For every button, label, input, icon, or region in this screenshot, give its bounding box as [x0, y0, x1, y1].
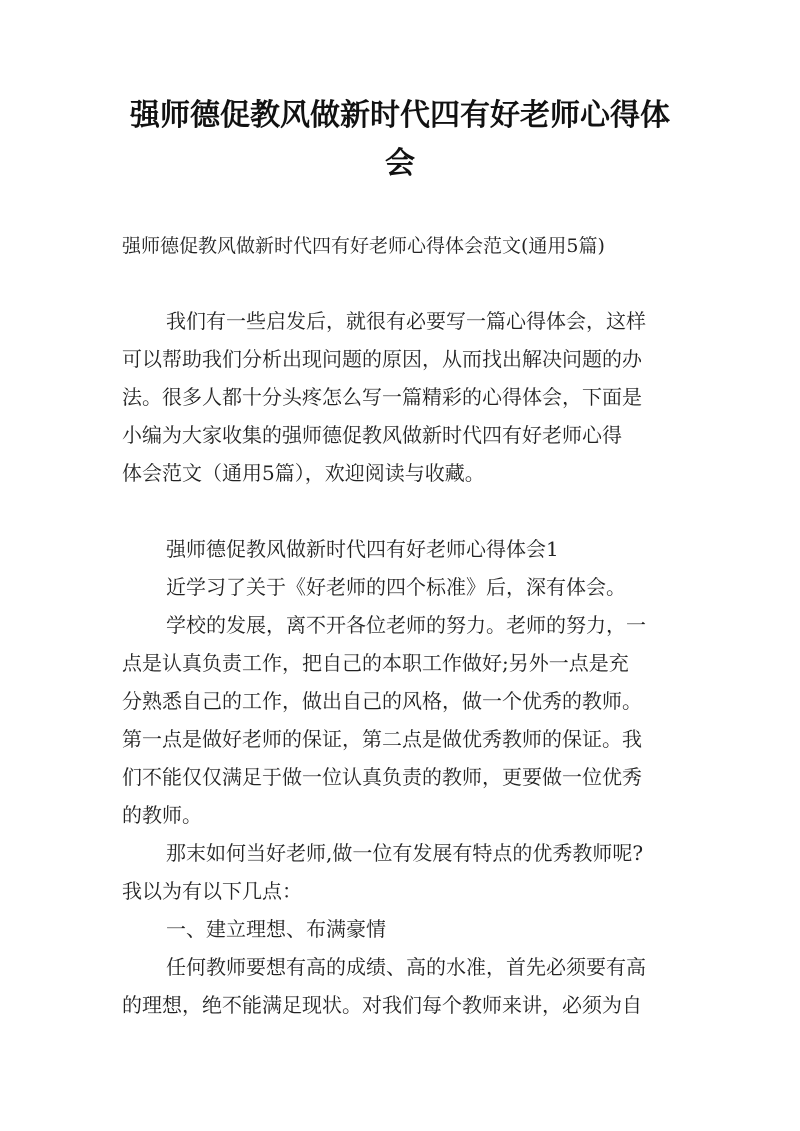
title-line-2: 会 [385, 146, 415, 181]
body-line: 分熟悉自己的工作，做出自己的风格，做一个优秀的教师。 [122, 689, 642, 713]
document-subtitle: 强师德促教风做新时代四有好老师心得体会范文(通用5篇) [122, 235, 605, 257]
section-heading-block [122, 530, 682, 568]
body-line: 第一点是做好老师的保证，第二点是做优秀教师的保证。我 [122, 727, 642, 751]
section-heading: 强师德促教风做新时代四有好老师心得体会1 [166, 537, 559, 561]
intro-line: 小编为大家收集的强师德促教风做新时代四有好老师心得 [122, 423, 622, 447]
intro-line: 可以帮助我们分析出现问题的原因，从而找出解决问题的办 [122, 347, 642, 371]
body-line: 任何教师要想有高的成绩、高的水准，首先必须要有高 [166, 955, 646, 979]
intro-line: 法。很多人都十分头疼怎么写一篇精彩的心得体会，下面是 [122, 385, 642, 409]
intro-line: 我们有一些启发后，就很有必要写一篇心得体会，这样 [166, 309, 646, 333]
body-line: 们不能仅仅满足于做一位认真负责的教师，更要做一位优秀 [122, 765, 642, 789]
body-text [122, 568, 682, 1024]
body-line: 的理想，绝不能满足现状。对我们每个教师来讲，必须为自 [122, 993, 642, 1017]
title-line-1: 强师德促教风做新时代四有好老师心得体 [130, 98, 670, 133]
body-line: 学校的发展，离不开各位老师的努力。老师的努力，一 [166, 613, 646, 637]
body-line: 我以为有以下几点： [122, 879, 302, 903]
body-line: 那末如何当好老师,做一位有发展有特点的优秀教师呢? [166, 841, 644, 865]
body-line: 的教师。 [122, 803, 202, 827]
body-line: 点是认真负责工作，把自己的本职工作做好;另外一点是充 [122, 651, 629, 675]
document-title [120, 92, 680, 188]
intro-paragraph [122, 302, 682, 492]
intro-line: 体会范文（通用5篇），欢迎阅读与收藏。 [122, 461, 485, 485]
subheading-line: 一、建立理想、布满豪情 [166, 917, 386, 941]
body-line: 近学习了关于《好老师的四个标准》后，深有体会。 [166, 575, 626, 599]
